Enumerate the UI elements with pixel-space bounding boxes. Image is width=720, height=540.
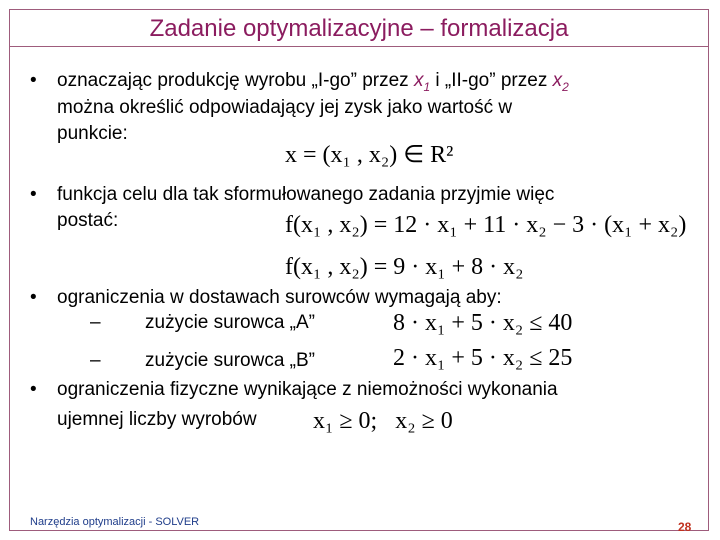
bullet-3-line-1: ograniczenia w dostawach surowców wymagają aby: bbox=[57, 287, 502, 308]
bullet-1-line-2: można określić odpowiadający jej zysk jako wartość w bbox=[57, 97, 513, 118]
page-number: 28 bbox=[678, 520, 692, 534]
formula-objective-simplified: f(x₁ , x₂) = 9 · x₁ + 8 · x₂ bbox=[285, 254, 524, 280]
formula-point: x = (x₁ , x₂) ∈ R² bbox=[285, 142, 454, 168]
bullet-4-marker: • bbox=[30, 379, 37, 400]
bullet-4-line-1: ograniczenia fizyczne wynikające z niemożności wykonania bbox=[57, 379, 558, 400]
footer-text: Narzędzia optymalizacji - SOLVER bbox=[30, 516, 200, 528]
bullet-2-marker: • bbox=[30, 184, 37, 205]
bullet-1-line-1: oznaczając produkcję wyrobu „I-go” przez $x_1$ i „II-go” przez $x_2$ bbox=[57, 70, 569, 94]
formula-constraint-b: 2 · x₁ + 5 · x₂ ≤ 25 bbox=[393, 345, 573, 371]
dash-b: – bbox=[90, 350, 101, 371]
formula-nonnegativity: x₁ ≥ 0; x₂ ≥ 0 bbox=[313, 408, 453, 434]
bullet-4-line-2: ujemnej liczby wyrobów bbox=[57, 409, 257, 430]
bullet-3-marker: • bbox=[30, 287, 37, 308]
bullet-2-line-1: funkcja celu dla tak sformułowanego zadania przyjmie więc bbox=[57, 184, 555, 205]
formula-constraint-a: 8 · x₁ + 5 · x₂ ≤ 40 bbox=[393, 310, 573, 336]
bullet-1-marker: • bbox=[30, 70, 37, 91]
title-bar bbox=[9, 9, 709, 47]
var-x1: $x_1$ bbox=[413, 70, 431, 94]
var-x2: $x_2$ bbox=[552, 70, 569, 94]
constraint-a-label: zużycie surowca „A” bbox=[145, 312, 315, 333]
dash-a: – bbox=[90, 312, 101, 333]
bullet-1-line-3: punkcie: bbox=[57, 123, 128, 144]
bullet-2-line-2: postać: bbox=[57, 210, 119, 231]
constraint-b-label: zużycie surowca „B” bbox=[145, 350, 315, 371]
formula-objective-full: f(x₁ , x₂) = 12 · x₁ + 11 · x₂ − 3 · (x₁ + x₂) bbox=[285, 212, 687, 238]
slide-title: Zadanie optymalizacyjne – formalizacja bbox=[149, 15, 569, 42]
